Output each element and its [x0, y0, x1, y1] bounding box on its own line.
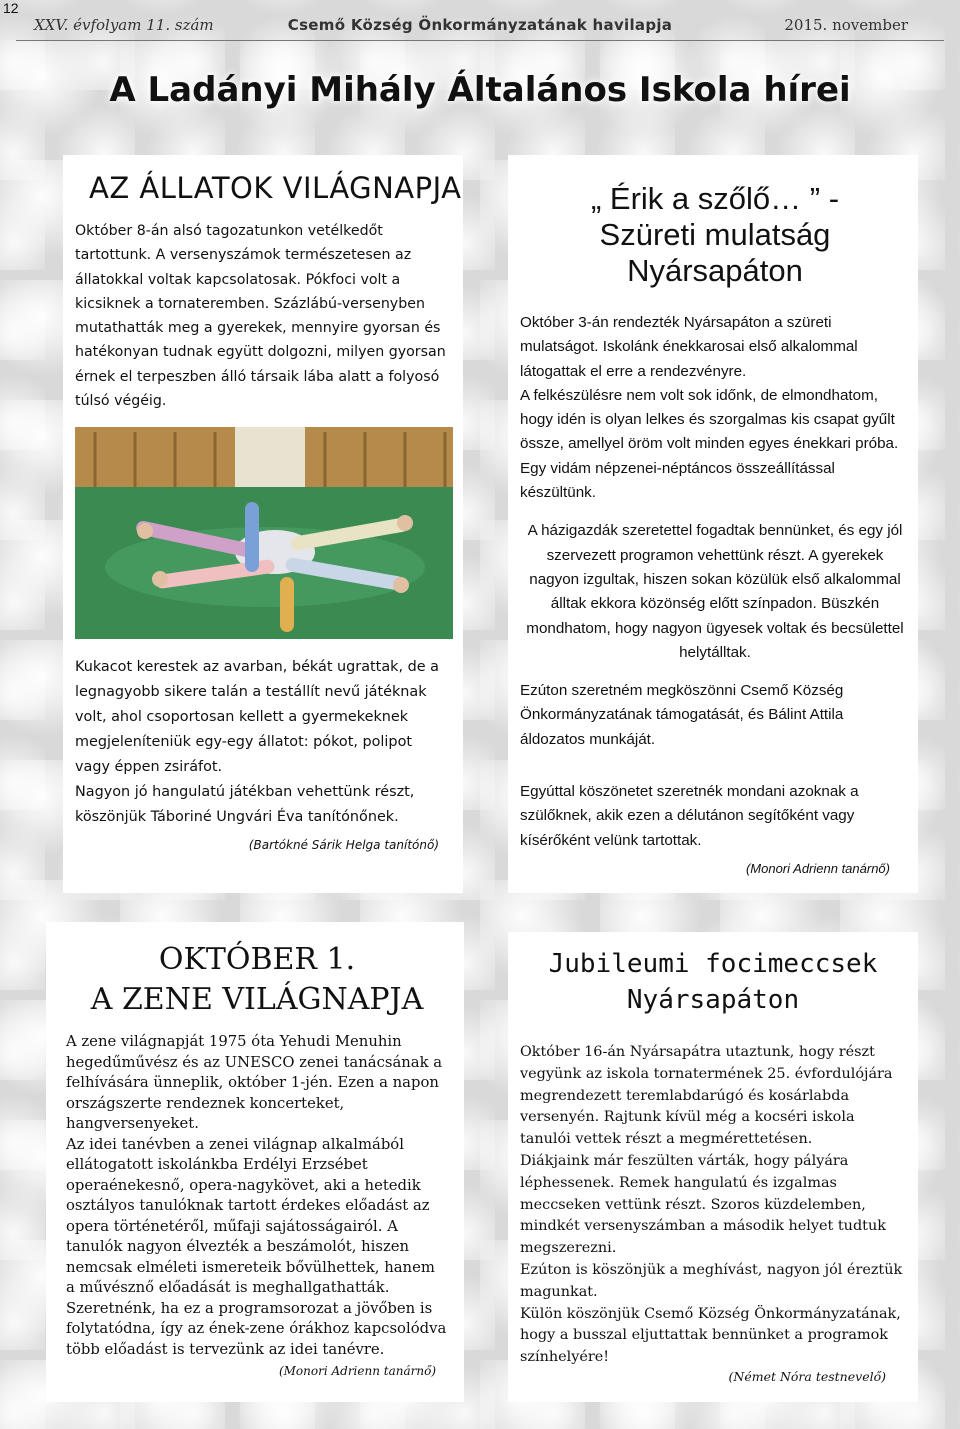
- article-heading-line: Jubileumi focimeccsek: [548, 949, 878, 979]
- author-credit: (Monori Adrienn tanárnő): [278, 1364, 436, 1378]
- author-credit: (Német Nóra testnevelő): [728, 1368, 886, 1384]
- article-zene-vilagnapja: [46, 922, 464, 1402]
- article-heading-line: OKTÓBER 1.: [158, 942, 356, 977]
- article-paragraph: A felkészülésre nem volt sok időnk, de elmondhatom, hogy idén is olyan lelkes és szorgalmas kis csapat gyűlt össze, amellyel öröm volt minden egyes énekkari próba. Egy vidám népzenei-néptáncos összeállítással készültünk.: [520, 386, 899, 502]
- article-jubileumi-focimeccsek: [508, 932, 918, 1402]
- article-heading-line: „ Érik a szőlő… ” -: [590, 181, 840, 216]
- article-paragraph: Kukacot kerestek az avarban, békát ugrattak, de a legnagyobb sikere talán a testállít nevű játéknak volt, ahol csoportosan kellett a gyermekeknek megjeleníteniük egy-egy állatot: pókot, polipot vagy éppen zsiráfot.: [75, 659, 440, 776]
- page-title: A Ladányi Mihály Általános Iskola hírei: [109, 70, 851, 110]
- article-paragraph: Nagyon jó hangulatú játékban vehettünk részt, köszönjük Táboriné Ungvári Éva tanítónőnek.: [75, 784, 415, 826]
- article-heading-line: A ZENE VILÁGNAPJA: [90, 982, 424, 1017]
- article-paragraph: Diákjaink már feszülten várták, hogy pályára léphessenek. Remek hangulatú és izgalmas meccseken vettünk részt. Szoros küzdelemben, mindkét versenyszámban a második helyet tudtuk megszerezni.: [520, 1152, 886, 1257]
- article-paragraph: Egyúttal köszönetet szeretnék mondani azoknak a szülőknek, akik ezen a délutánon segítőként vagy kísérőként velünk tartottak.: [520, 783, 859, 849]
- photo-illustration: [75, 427, 453, 639]
- article-paragraph: Ezúton szeretném megköszönni Csemő Község Önkormányzatának támogatását, és Bálint Attila áldozatos munkáját.: [520, 682, 844, 748]
- article-paragraph: Október 16-án Nyársapátra utaztunk, hogy részt vegyünk az iskola tornatermének 25. évfordulójára megrendezett teremlabdarúgó és kosárlabda versenyén. Rajtunk kívül még a kocséri iskola tanulói vettek részt a megmérettetésen.: [520, 1044, 893, 1148]
- article-heading: [520, 946, 906, 1018]
- header-divider: [16, 40, 944, 41]
- author-credit: (Monori Adrienn tanárnő): [745, 860, 890, 876]
- article-heading-line: Nyársapáton: [626, 985, 800, 1015]
- article-paragraph: Szeretnénk, ha ez a programsorozat a jövőben is folytatódna, így az ének-zene órákhoz kapcsolódva több előadást is tervezünk az idei tanévre.: [66, 1299, 447, 1358]
- article-heading-line: Szüreti mulatság: [599, 217, 831, 252]
- gym-children-photo: [75, 427, 453, 639]
- running-header: [0, 10, 960, 40]
- publication-title: Csemő Község Önkormányzatának havilapja: [287, 16, 673, 34]
- article-szureti-mulatsag: [508, 155, 918, 893]
- author-credit: (Bartókné Sárik Helga tanítónő): [248, 838, 439, 853]
- article-heading: [520, 181, 910, 289]
- article-heading-line: Nyársapáton: [627, 253, 803, 288]
- article-paragraph: Október 3-án rendezték Nyársapáton a szüreti mulatságot. Iskolánk énekkarosai első alkalommal látogattak el erre a rendezvényre.: [520, 314, 858, 380]
- article-paragraph: A zene világnapját 1975 óta Yehudi Menuhin hegedűművész és az UNESCO zenei tanácsának a felhívására ünneplik, október 1-jén. Ezen a napon országszerte rendeznek koncerteket, hangversenyeket.: [66, 1033, 443, 1132]
- article-paragraph: A házigazdák szeretettel fogadtak bennünket, és egy jól szervezett programon vehettünk részt. A gyerekek nagyon izgultak, hiszen sokan közülük első alkalommal álltak ekkora közönség előtt színpadon. Büszkén mondhatom, hogy nagyon ügyesek voltak és becsülettel helytálltak.: [526, 522, 904, 661]
- article-allatok-vilagnapja: [63, 155, 463, 893]
- article-paragraph: Külön köszönjük Csemő Község Önkormányzatának, hogy a busszal eljuttattak bennünket a programok színhelyére!: [520, 1305, 901, 1366]
- issue-label: XXV. évfolyam 11. szám: [34, 16, 214, 34]
- article-paragraph: Ezúton is köszönjük a meghívást, nagyon jól éreztük magunkat.: [520, 1261, 903, 1300]
- article-heading: AZ ÁLLATOK VILÁGNAPJA: [89, 171, 462, 205]
- article-paragraph: Október 8-án alsó tagozatunkon vetélkedőt tartottunk. A versenyszámok természetesen az állatokkal voltak kapcsolatosak. Pókfoci volt a kicsiknek a tornateremben. Százlábú-versenyben mutathatták meg a gyerekek, mennyire gyorsan és hatékonyan tudnak együtt dolgozni, milyen gyorsan érnek el terpeszben álló társaik lába alatt a folyosó túlsó végéig.: [75, 223, 446, 410]
- article-heading: [66, 940, 448, 1020]
- article-paragraph: Az idei tanévben a zenei világnap alkalmából ellátogatott iskolánkba Erdélyi Erzsébet operaénekesnő, opera-nagykövet, aki a hetedik osztályos tanulóknak tartott érdekes előadást az opera történetéről, műfaji sajátosságairól. A tanulók nagyon élvezték a beszámolót, hiszen nemcsak elméleti ismereteik bővülhettek, hanem a művésznő előadását is meghallgathatták.: [66, 1135, 435, 1296]
- issue-date: 2015. november: [784, 16, 908, 34]
- page-number: 12: [3, 0, 19, 16]
